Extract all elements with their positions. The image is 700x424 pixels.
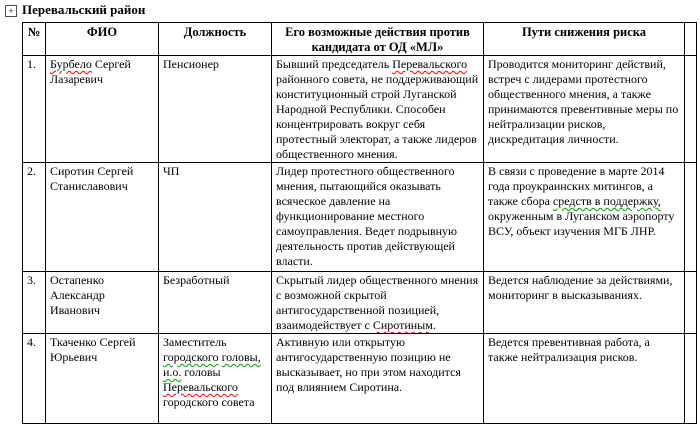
cell-mitigation <box>484 163 685 272</box>
col-header-actions: Его возможные действия против кандидата от ОД «МЛ» <box>272 23 484 56</box>
col-header-position: Должность <box>159 23 272 56</box>
text-segment: Ведется наблюдение за действиями, мониторинг в высказываниях. <box>488 273 673 302</box>
text-segment: . <box>432 318 436 332</box>
cell-actions <box>272 272 484 334</box>
col-header-extra <box>685 23 697 56</box>
grammar-flagged-text: головы, и.о. <box>163 350 261 379</box>
cell-extra <box>685 334 697 424</box>
cell-extra <box>685 163 697 272</box>
text-segment: Ткаченко Сергей Юрьевич <box>50 335 136 364</box>
table-row <box>23 56 697 163</box>
risk-table <box>22 22 697 424</box>
text-segment: окруженным в Луганском аэропорту ВСУ, объект изучения МГБ ЛНР. <box>488 209 675 238</box>
table-row <box>23 163 697 272</box>
table-row <box>23 272 697 334</box>
text-segment: районного совета, не поддерживающий конституционный строй Луганской Народной Республики. Способен концентрировать вокруг себя протестный электорат, а также лидеров общественного мнения. <box>276 72 479 161</box>
table-move-handle-icon[interactable]: + <box>5 5 17 17</box>
cell-fio <box>46 56 159 163</box>
text-segment: В связи с проведение в марте 2014 года проукраинских митингов, а также сбора <box>488 164 665 208</box>
header-row <box>23 23 697 56</box>
cell-position <box>159 163 272 272</box>
text-segment: Заместитель <box>163 335 227 349</box>
text-segment: Лидер протестного общественного мнения, пытающийся оказывать всяческое давление на функционирование местного самоуправления. Ведет подрывную деятельность против действующей власти. <box>276 164 458 268</box>
col-header-num: № <box>23 23 46 56</box>
cell-actions <box>272 56 484 163</box>
cell-actions <box>272 334 484 424</box>
text-segment: ЧП <box>163 164 180 178</box>
spellcheck-flagged-text: Сиротиным <box>372 318 433 332</box>
section-title: Перевальский район <box>22 2 146 17</box>
table-row <box>23 334 697 424</box>
text-segment: Пенсионер <box>163 57 219 71</box>
cell-fio <box>46 272 159 334</box>
cell-num: 3. <box>23 272 46 334</box>
col-header-mitigation: Пути снижения риска <box>484 23 685 56</box>
cell-num: 4. <box>23 334 46 424</box>
cell-position <box>159 334 272 424</box>
cell-mitigation <box>484 56 685 163</box>
cell-fio <box>46 163 159 272</box>
spellcheck-flagged-text: Бурбело <box>50 57 92 71</box>
grammar-flagged-text: городского <box>163 350 219 364</box>
text-segment: Проводится мониторинг действий, встреч с лидерами протестного общественного мнения, а также принимаются превентивные меры по нейтрализации рисков, дискредитация личности. <box>488 57 679 146</box>
cell-extra <box>685 272 697 334</box>
cell-actions <box>272 163 484 272</box>
text-segment: Остапенко Александр Иванович <box>50 273 105 317</box>
text-segment: Сергей Лазаревич <box>50 57 131 86</box>
spellcheck-flagged-text: Перевальского <box>392 57 468 71</box>
cell-fio <box>46 334 159 424</box>
text-segment: Активную или открытую антигосударственную позицию не высказывает, но при этом находится под влиянием Сиротина. <box>276 335 461 394</box>
text-segment: Сиротин Сергей Станиславович <box>50 164 134 193</box>
cell-extra <box>685 56 697 163</box>
spellcheck-flagged-text: Перевальского <box>163 380 238 394</box>
text-segment: головы <box>181 365 221 379</box>
cell-position <box>159 272 272 334</box>
text-segment: Бывший председатель <box>276 57 393 71</box>
cell-mitigation <box>484 272 685 334</box>
col-header-fio: ФИО <box>46 23 159 56</box>
cell-num: 1. <box>23 56 46 163</box>
grammar-flagged-text: средств в поддержку, <box>552 194 661 208</box>
text-segment: Безработный <box>163 273 230 287</box>
text-segment: Скрытый лидер общественного мнения с возможной скрытой антигосударственной позицией, взаимодействует с <box>276 273 479 332</box>
text-segment: Ведется превентивная работа, а также нейтрализация рисков. <box>488 335 650 364</box>
text-segment: городского совета <box>163 395 255 409</box>
cell-num: 2. <box>23 163 46 272</box>
cell-position <box>159 56 272 163</box>
cell-mitigation <box>484 334 685 424</box>
